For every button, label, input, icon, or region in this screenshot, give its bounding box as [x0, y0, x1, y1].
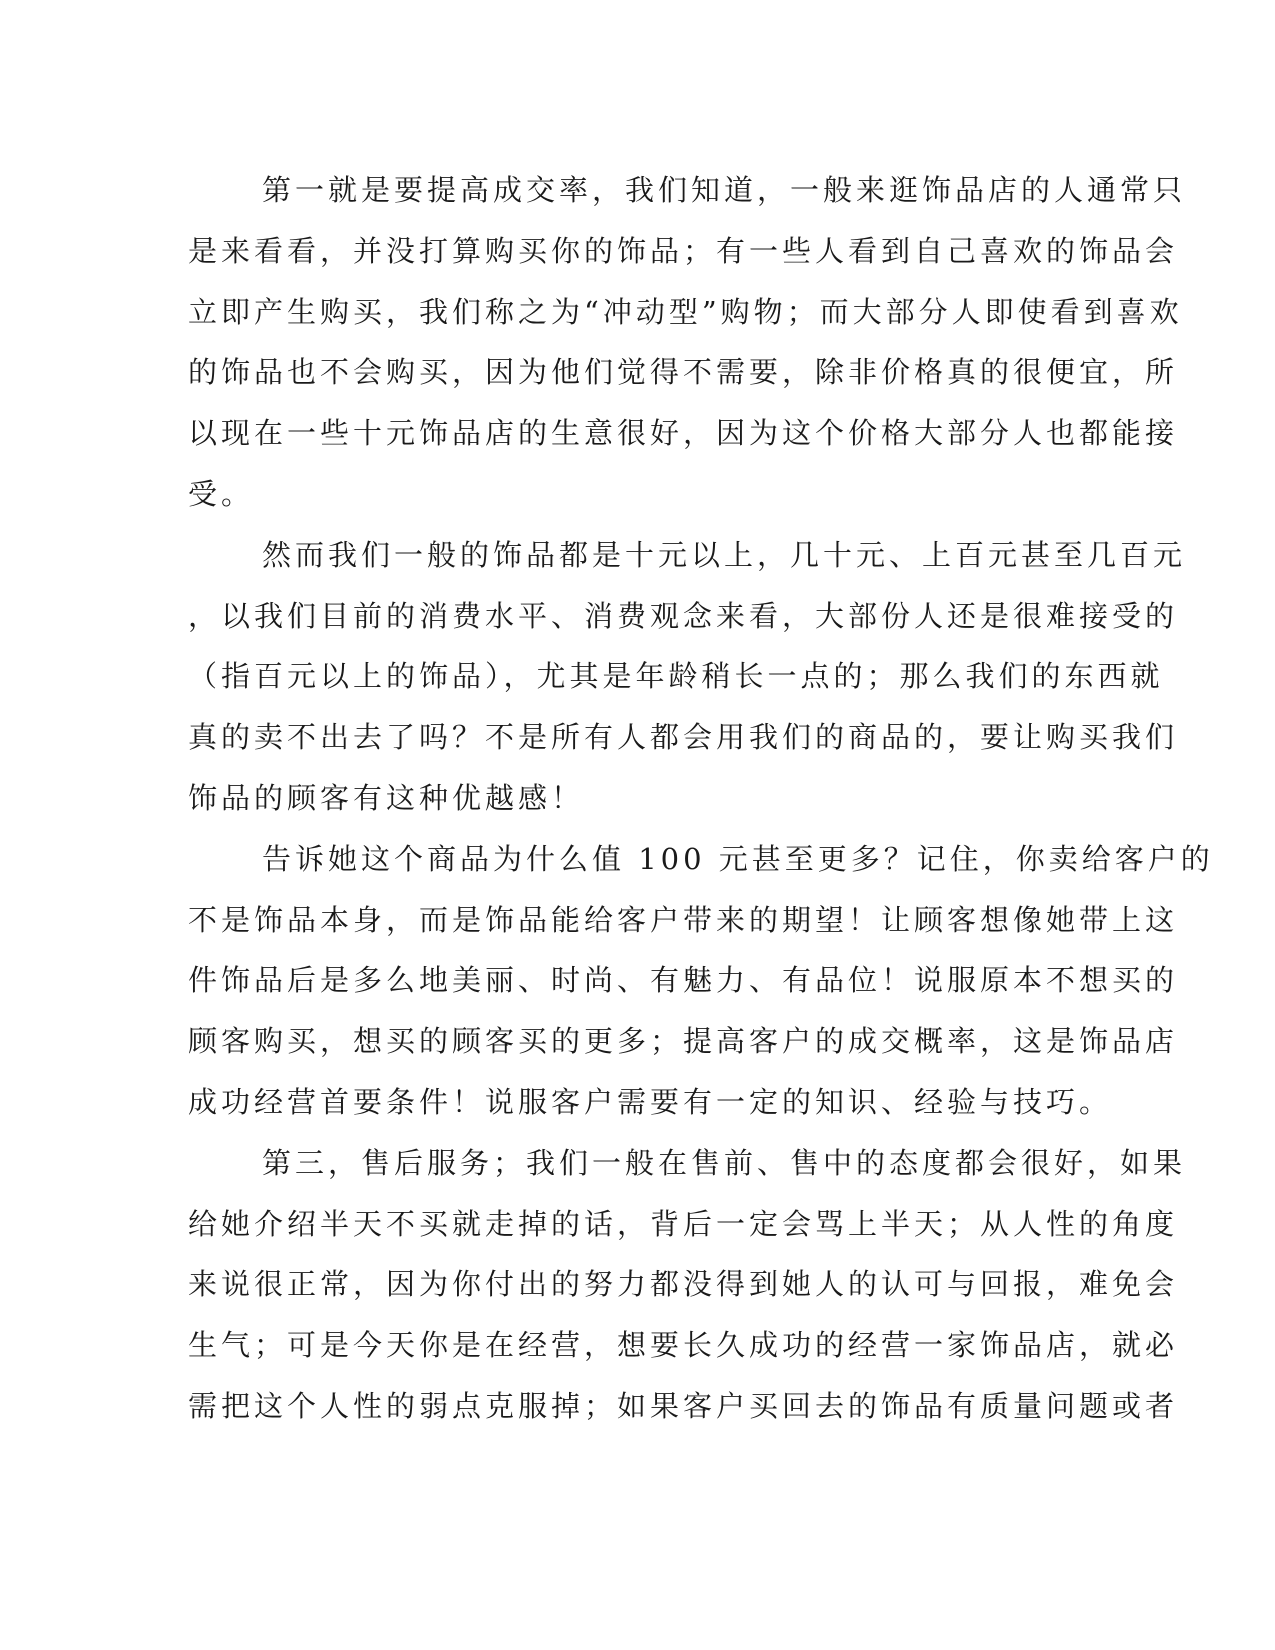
- paragraph-2-line-5: 饰品的顾客有这种优越感！: [188, 780, 585, 815]
- paragraph-1-line-5: 以现在一些十元饰品店的生意很好，因为这个价格大部分人也都能接: [188, 416, 1179, 451]
- paragraph-2-line-3: （指百元以上的饰品），尤其是年龄稍长一点的；那么我们的东西就: [188, 659, 1164, 694]
- paragraph-3-line-3: 件饰品后是多么地美丽、时尚、有魅力、有品位！说服原本不想买的: [188, 963, 1179, 998]
- paragraph-1-line-6: 受。: [188, 476, 255, 511]
- paragraph-2-line-1: 然而我们一般的饰品都是十元以上，几十元、上百元甚至几百元: [262, 537, 1187, 572]
- paragraph-4-line-2: 给她介绍半天不买就走掉的话，背后一定会骂上半天；从人性的角度: [188, 1206, 1179, 1241]
- paragraph-4-line-4: 生气；可是今天你是在经营，想要长久成功的经营一家饰品店，就必: [188, 1328, 1179, 1363]
- paragraph-1-line-1: 第一就是要提高成交率，我们知道，一般来逛饰品店的人通常只: [262, 173, 1187, 207]
- paragraph-1-line-2: 是来看看，并没打算购买你的饰品；有一些人看到自己喜欢的饰品会: [188, 233, 1179, 268]
- paragraph-2-line-4: 真的卖不出去了吗？不是所有人都会用我们的商品的，要让购买我们: [188, 720, 1179, 755]
- paragraph-2-line-2: ，以我们目前的消费水平、消费观念来看，大部份人还是很难接受的: [188, 598, 1179, 633]
- paragraph-3-line-4: 顾客购买，想买的顾客买的更多；提高客户的成交概率，这是饰品店: [188, 1024, 1179, 1059]
- paragraph-1-line-3: 立即产生购买，我们称之为“冲动型”购物；而大部分人即使看到喜欢: [188, 294, 1183, 329]
- paragraph-1-line-4: 的饰品也不会购买，因为他们觉得不需要，除非价格真的很便宜，所: [188, 355, 1179, 390]
- body-text: [188, 160, 1214, 1437]
- paragraph-4-line-3: 来说很正常，因为你付出的努力都没得到她人的认可与回报，难免会: [188, 1267, 1179, 1302]
- paragraph-3-line-2: 不是饰品本身，而是饰品能给客户带来的期望！让顾客想像她带上这: [188, 902, 1179, 937]
- paragraph-3-line-1: 告诉她这个商品为什么值 100 元甚至更多？记住，你卖给客户的: [262, 841, 1214, 876]
- paragraph-4-line-5: 需把这个人性的弱点克服掉；如果客户买回去的饰品有质量问题或者: [188, 1388, 1179, 1423]
- paragraph-3-line-5: 成功经营首要条件！说服客户需要有一定的知识、经验与技巧。: [188, 1084, 1113, 1119]
- paragraph-4-line-1: 第三，售后服务；我们一般在售前、售中的态度都会很好，如果: [262, 1145, 1187, 1180]
